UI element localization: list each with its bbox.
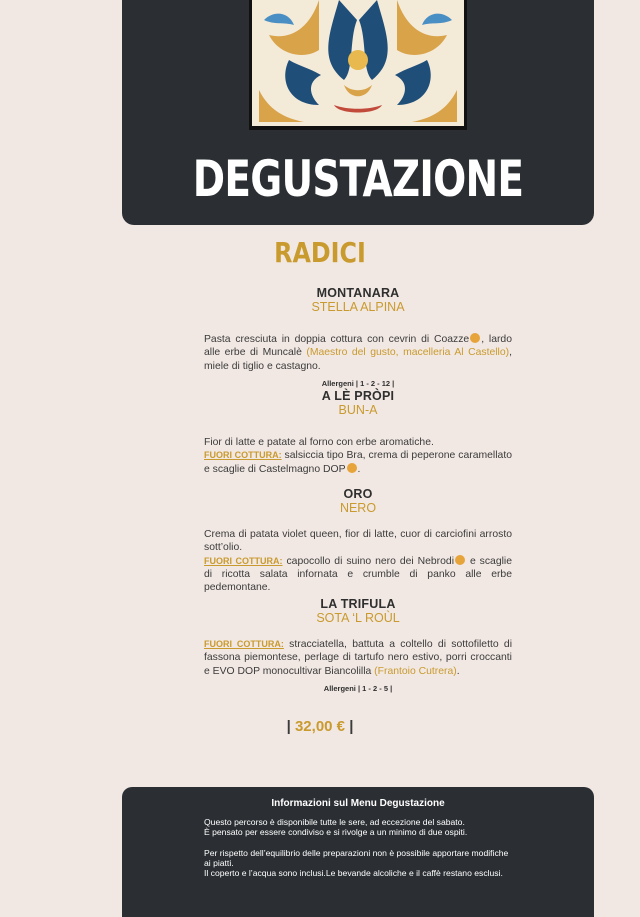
dish-subtitle: SOTA ‘L ROÙL <box>316 611 400 626</box>
dish-description: Fior di latte e patate al forno con erbe aromatiche. FUORI COTTURA: salsiccia tipo Bra, crema di peperone caramellato e scaglie di Castelmagno DOP . <box>204 436 512 475</box>
dish-name: MONTANARA <box>316 286 400 300</box>
menu-title: DEGUSTAZIONE <box>192 150 524 208</box>
supplier-note: (Frantoio Cutrera) <box>374 665 457 677</box>
allergens-label: Allergeni | 1 - 2 - 12 | <box>321 379 395 389</box>
info-panel <box>122 787 594 917</box>
fuori-cottura-label: FUORI COTTURA: <box>204 638 284 649</box>
info-body: Questo percorso è disponibile tutte le sere, ad eccezione del sabato. È pensato per essere condiviso e si rivolge a un minimo di due ospiti. Per rispetto dell’equilibrio delle preparazioni non è possibile apportare modifiche ai piatti. Il coperto e l’acqua sono inclusi.Le bevande alcoliche e il caffè restano esclusi. <box>204 817 509 878</box>
dish-subtitle: BUN-A <box>338 403 378 418</box>
fuori-cottura-label: FUORI COTTURA: <box>204 450 282 461</box>
dish-oro <box>204 488 512 595</box>
dish-montanara <box>204 287 512 390</box>
dish-subtitle: STELLA ALPINA <box>311 300 405 315</box>
info-title: Informazioni sul Menu Degustazione <box>271 798 445 809</box>
dish-name: A LÈ PRÒPI <box>321 389 395 403</box>
section-title: RADICI <box>274 236 366 269</box>
tile-illustration <box>249 0 467 130</box>
allergens-label: Allergeni | 1 - 2 - 5 | <box>323 684 393 694</box>
smile-icon <box>347 463 357 473</box>
smile-icon <box>470 333 480 343</box>
dish-description: Crema di patata violet queen, fior di latte, cuor di carciofini arrosto sott’olio. FUORI COTTURA: capocollo di suino nero dei Nebrodi e scaglie di ricotta salata infornata e crumble di panko alle erbe pedemontane. <box>204 528 512 594</box>
supplier-note: (Maestro del gusto, macelleria Al Castello) <box>306 347 510 359</box>
price-value: 32,00 € <box>294 718 346 735</box>
dish-description: Pasta cresciuta in doppia cottura con cevrin di Coazze , lardo alle erbe di Muncalè (Maestro del gusto, macelleria Al Castello), miele di tiglio e castagno. <box>204 333 512 372</box>
dish-description: FUORI COTTURA: stracciatella, battuta a coltello di sottofiletto di fassona piemontese, perlage di tartufo nero estivo, porri croccanti e EVO DOP monocultivar Biancolilla (Frantoio Cutrera). <box>204 638 513 677</box>
decorative-tile-image <box>249 0 467 130</box>
header-banner <box>122 0 594 225</box>
dish-la-trifula <box>204 598 512 695</box>
dish-name: ORO <box>343 487 373 501</box>
smile-icon <box>455 555 465 565</box>
menu-price: | 32,00 € | <box>286 718 354 735</box>
fuori-cottura-label: FUORI COTTURA: <box>204 555 283 566</box>
dish-name: LA TRIFULA <box>320 597 396 611</box>
dish-subtitle: NERO <box>339 501 377 516</box>
dish-a-le-propi <box>204 390 512 476</box>
